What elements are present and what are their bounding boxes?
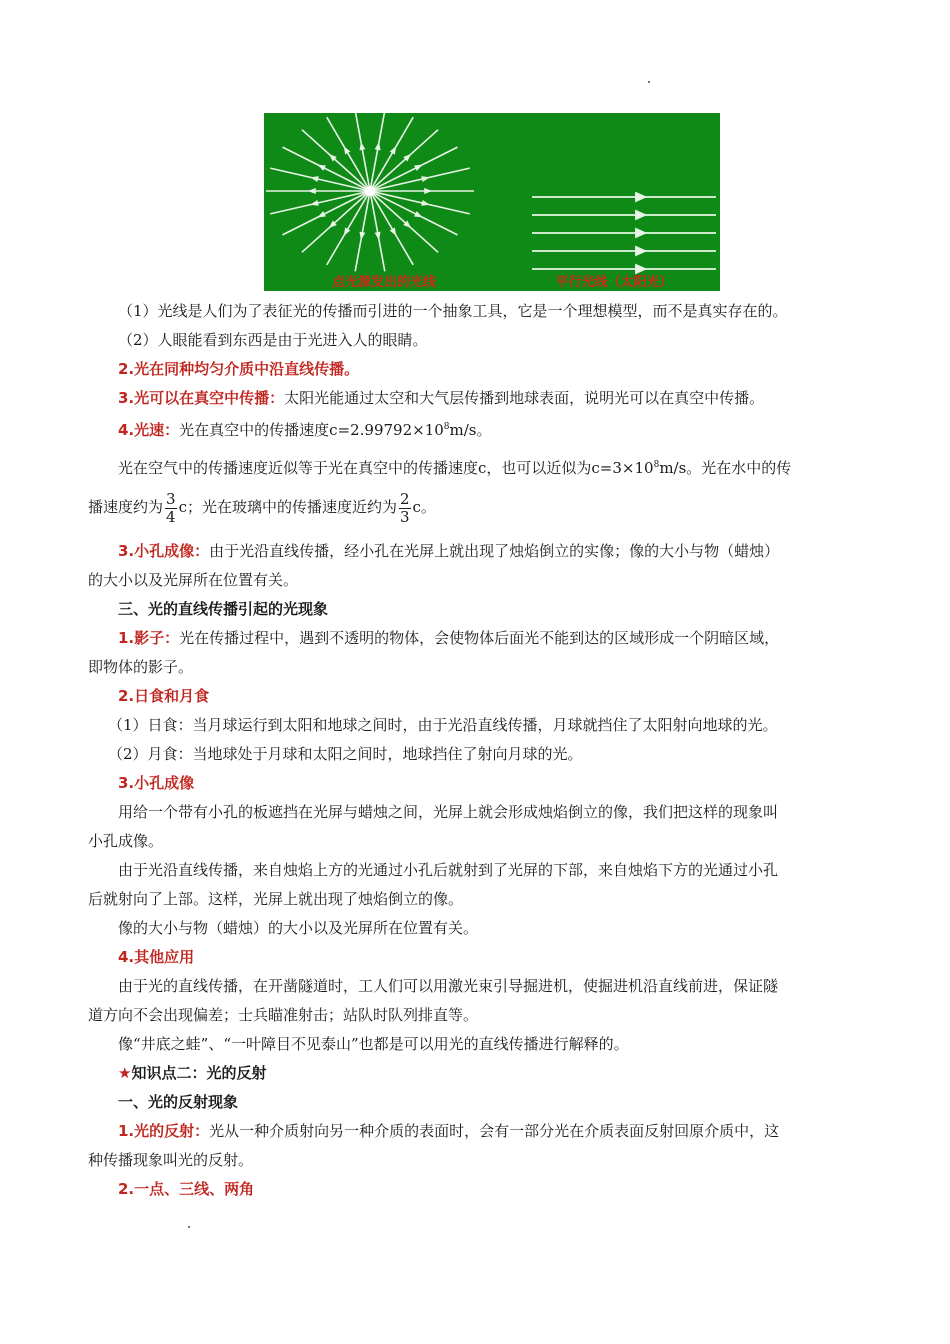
numerator: 2	[399, 489, 410, 508]
paragraph	[88, 827, 864, 856]
paragraph	[88, 885, 864, 914]
text: 光在传播过程中，遇到不透明的物体，会使物体后面光不能到达的区域形成一个阴暗区域，	[179, 629, 780, 647]
text: m/s。	[449, 421, 492, 439]
text: 由于光的直线传播，在开凿隧道时，工人们可以用激光束引导掘进机，使掘进机沿直线前进，保证隧	[118, 977, 779, 995]
text: 太阳光能通过太空和大气层传播到地球表面，说明光可以在真空中传播。	[284, 389, 765, 407]
label: 1.影子：	[118, 629, 180, 647]
paragraph	[88, 653, 864, 682]
section-heading	[88, 769, 864, 798]
ray-arrow	[359, 232, 365, 240]
section-heading	[88, 943, 864, 972]
ray-arrow	[375, 142, 381, 150]
heading-text: 2.日食和月食	[118, 687, 210, 705]
ray-arrow	[390, 146, 397, 154]
heading-text: 知识点二：光的反射	[131, 1064, 267, 1082]
ray-arrow	[414, 165, 422, 171]
heading-text: 一、光的反射现象	[118, 1093, 239, 1111]
ray-arrow	[317, 211, 325, 217]
paragraph	[88, 566, 864, 595]
paragraph	[88, 485, 864, 529]
section-heading	[88, 1175, 864, 1204]
label: 4.光速：	[118, 421, 180, 439]
numerator: 3	[166, 489, 176, 508]
speck	[188, 1226, 190, 1228]
paragraph	[88, 537, 864, 566]
label: 3.光可以在真空中传播：	[118, 389, 285, 407]
text: 的大小以及光屏所在位置有关。	[88, 571, 299, 589]
paragraph	[88, 384, 864, 413]
light-ray	[270, 168, 370, 191]
ray-arrow	[344, 227, 351, 235]
text: 即物体的影子。	[88, 658, 194, 676]
light-rays-diagram	[264, 113, 720, 291]
section-heading	[88, 1088, 864, 1117]
heading-text: 4.其他应用	[118, 948, 195, 966]
paragraph	[88, 297, 864, 326]
exponent: 8	[653, 460, 660, 470]
heading-text: 三、光的直线传播引起的光现象	[118, 600, 329, 618]
text: 由于光沿直线传播，经小孔在光屏上就出现了烛焰倒立的实像；像的大小与物（蜡烛）	[209, 542, 780, 560]
text: 小孔成像。	[88, 832, 164, 850]
ray-arrow	[317, 165, 325, 171]
light-ray	[370, 191, 470, 214]
text: （1）日食：当月球运行到太阳和地球之间时，由于光沿直线传播，月球就挡住了太阳射向地球的光。	[108, 716, 778, 734]
text: c。	[412, 498, 436, 516]
light-ray	[370, 168, 470, 191]
denominator: 4	[166, 507, 176, 526]
section-heading	[88, 355, 864, 384]
text: （2）月食：当地球处于月球和太阳之间时，地球挡住了射向月球的光。	[108, 745, 583, 763]
paragraph	[88, 1001, 864, 1030]
paragraph	[88, 413, 864, 445]
paragraph	[88, 1117, 864, 1146]
label: 1.光的反射：	[118, 1122, 210, 1140]
heading-text: 2.一点、三线、两角	[118, 1180, 255, 1198]
text: 光在真空中的传播速度c=2.99792×10	[179, 421, 444, 439]
light-rays-figure	[264, 113, 720, 291]
heading-text: 2.光在同种均匀介质中沿直线传播。	[118, 360, 360, 378]
text: 像“井底之蛙”、“一叶障目不见泰山”也都是可以用光的直线传播进行解释的。	[118, 1035, 629, 1053]
paragraph	[88, 798, 864, 827]
paragraph	[88, 914, 864, 943]
paragraph	[88, 1030, 864, 1059]
paragraph	[88, 856, 864, 885]
ray-arrow	[344, 146, 351, 154]
text: 种传播现象叫光的反射。	[88, 1151, 254, 1169]
text: 光在空气中的传播速度近似等于光在真空中的传播速度c，也可以近似为c=3×10	[118, 459, 654, 477]
section-heading	[88, 682, 864, 711]
ray-arrow	[414, 211, 422, 217]
ray-arrow	[375, 232, 381, 240]
ray-arrow	[359, 142, 365, 150]
label: 3.小孔成像：	[118, 542, 210, 560]
text: （2）人眼能看到东西是由于光进入人的眼睛。	[118, 331, 428, 349]
parallel-rays	[532, 193, 716, 273]
ray-arrow	[390, 227, 397, 235]
paragraph	[88, 972, 864, 1001]
star-icon: ★	[118, 1064, 132, 1082]
text: 后就射向了上部。这样，光屏上就出现了烛焰倒立的像。	[88, 890, 464, 908]
fraction	[399, 491, 411, 526]
section-heading	[88, 595, 864, 624]
paragraph	[88, 451, 864, 483]
section-heading	[88, 1059, 864, 1088]
parallel-rays-caption: 平行光线（太阳光）	[555, 275, 673, 290]
text: 由于光沿直线传播，来自烛焰上方的光通过小孔后就射到了光屏的下部，来自烛焰下方的光通过小孔	[118, 861, 779, 879]
paragraph	[88, 740, 864, 769]
fraction	[165, 491, 177, 526]
denominator: 3	[399, 507, 410, 526]
text: 播速度约为	[88, 498, 164, 516]
text: （1）光线是人们为了表征光的传播而引进的一个抽象工具，它是一个理想模型，而不是真实存在的。	[118, 302, 788, 320]
text: 光从一种介质射向另一种介质的表面时，会有一部分光在介质表面反射回原介质中，这	[209, 1122, 780, 1140]
exponent: 8	[443, 422, 450, 432]
paragraph	[88, 326, 864, 355]
text: 像的大小与物（蜡烛）的大小以及光屏所在位置有关。	[118, 919, 479, 937]
heading-text: 3.小孔成像	[118, 774, 195, 792]
document-body	[88, 297, 864, 1204]
text: 道方向不会出现偏差；士兵瞄准射击；站队时队列排直等。	[88, 1006, 479, 1024]
point-source-caption: 点光源发出的光线	[331, 275, 437, 290]
text: m/s。光在水中的传	[659, 459, 792, 477]
ray-arrow	[308, 188, 316, 194]
light-ray	[270, 191, 370, 214]
paragraph	[88, 1146, 864, 1175]
ray-arrow	[424, 188, 432, 194]
speck	[648, 81, 650, 83]
point-source	[365, 186, 375, 196]
text: 用给一个带有小孔的板遮挡在光屏与蜡烛之间，光屏上就会形成烛焰倒立的像，我们把这样的现象叫	[118, 803, 779, 821]
paragraph	[88, 624, 864, 653]
paragraph	[88, 711, 864, 740]
text: c；光在玻璃中的传播速度近约为	[178, 498, 397, 516]
